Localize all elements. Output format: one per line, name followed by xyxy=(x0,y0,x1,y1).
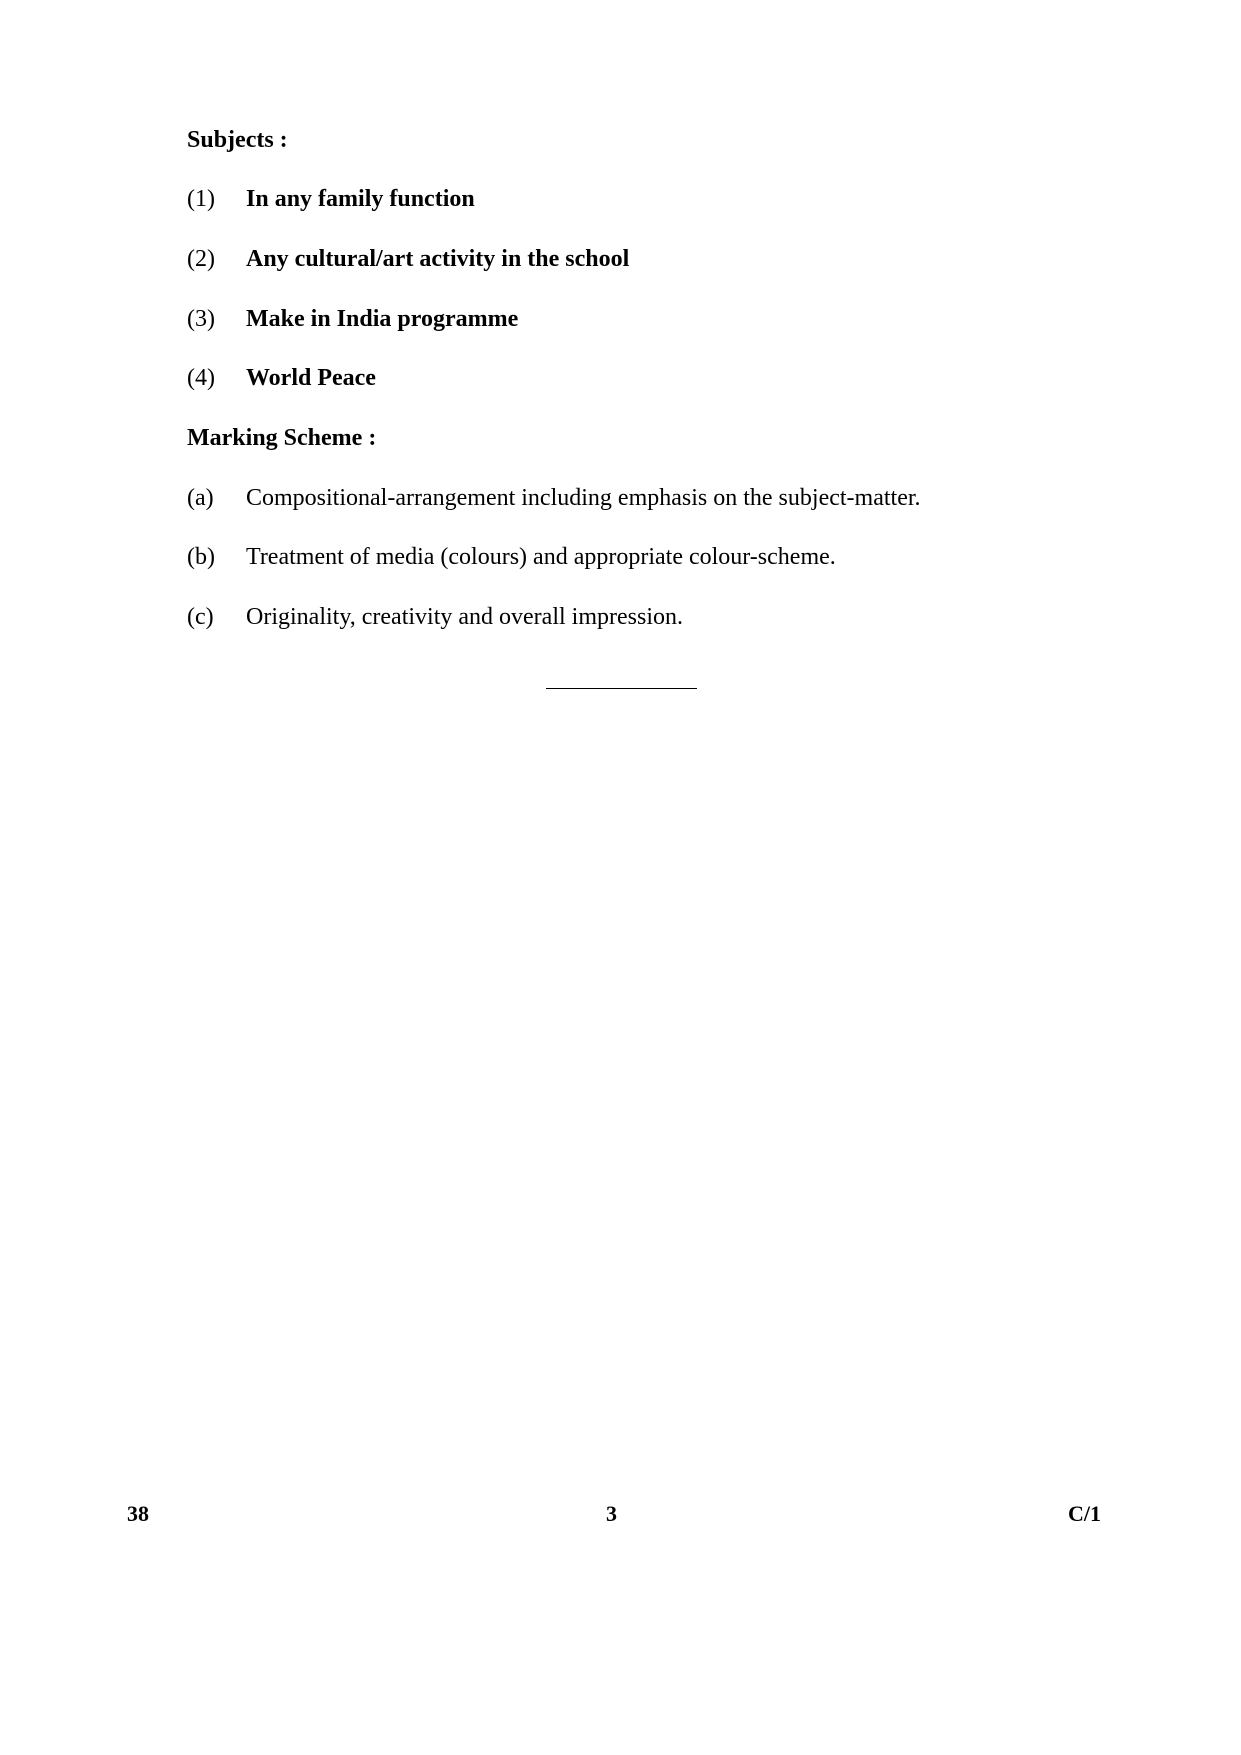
marking-item-label: (c) xyxy=(187,604,214,630)
subject-item xyxy=(187,305,518,333)
subject-item-number: (1) xyxy=(187,186,215,212)
end-divider xyxy=(546,688,697,689)
subject-item xyxy=(187,364,376,392)
marking-item-label: (b) xyxy=(187,544,215,570)
footer-code: 38 xyxy=(127,1501,149,1526)
subject-item-text: Any cultural/art activity in the school xyxy=(246,246,630,272)
subject-item-number: (2) xyxy=(187,246,215,272)
page-number: 3 xyxy=(606,1501,617,1526)
subjects-heading: Subjects : xyxy=(187,127,288,153)
marking-item xyxy=(187,543,836,571)
marking-item xyxy=(187,484,921,512)
subject-item-number: (3) xyxy=(187,306,215,332)
footer-set-code: C/1 xyxy=(1068,1501,1101,1526)
subject-item-text: In any family function xyxy=(246,186,475,212)
marking-item-text: Compositional-arrangement including emphasis on the subject-matter. xyxy=(246,485,921,511)
subject-item-number: (4) xyxy=(187,365,215,391)
marking-scheme-heading: Marking Scheme : xyxy=(187,425,377,451)
subject-item-text: World Peace xyxy=(246,365,376,391)
marking-item xyxy=(187,603,683,631)
subject-item xyxy=(187,185,475,213)
subject-item-text: Make in India programme xyxy=(246,306,519,332)
marking-item-text: Treatment of media (colours) and appropriate colour-scheme. xyxy=(246,544,836,570)
subject-item xyxy=(187,245,629,273)
marking-item-text: Originality, creativity and overall impression. xyxy=(246,604,683,630)
marking-item-label: (a) xyxy=(187,485,214,511)
